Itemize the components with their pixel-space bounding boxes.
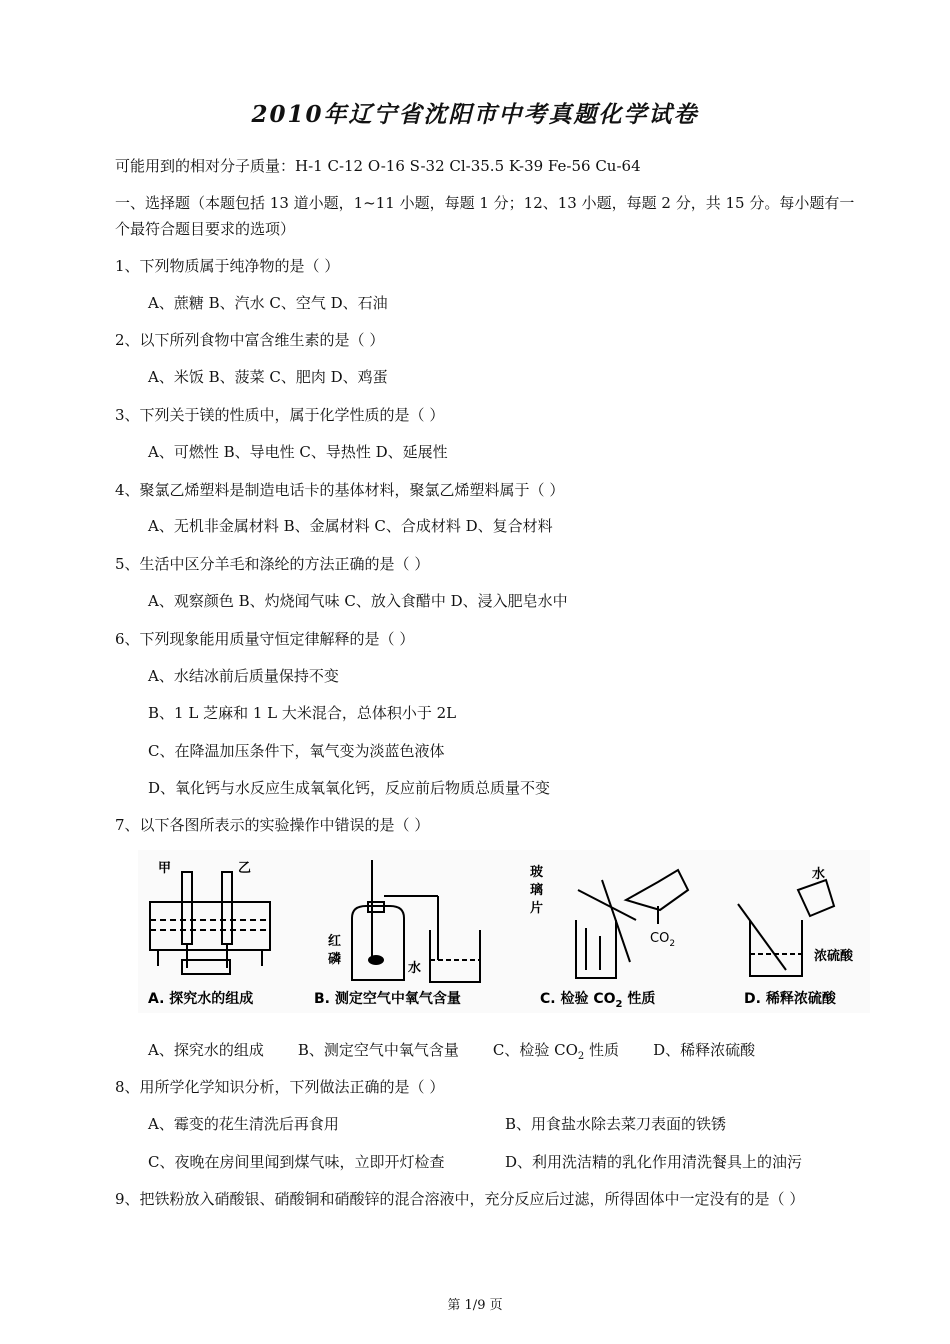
q5-options: A、观察颜色 B、灼烧闻气味 C、放入食醋中 D、浸入肥皂水中 <box>148 592 568 610</box>
page-number: 第 1/9 页 <box>447 1298 503 1313</box>
label-pian: 片 <box>530 901 544 916</box>
q8-option-a: A、霉变的花生清洗后再食用 <box>148 1115 339 1133</box>
q4-stem: 4、聚氯乙烯塑料是制造电话卡的基体材料，聚氯乙烯塑料属于（ ） <box>115 481 565 499</box>
fig-caption-b: B. 测定空气中氧气含量 <box>314 991 461 1007</box>
label-lin: 磷 <box>328 952 342 967</box>
q7-option-c: C、检验 $CO_2$ 性质 <box>492 1041 620 1062</box>
q8-option-b: B、用食盐水除去菜刀表面的铁锈 <box>505 1115 727 1133</box>
atomic-masses: 可能用到的相对分子质量：H-1 C-12 O-16 S-32 Cl-35.5 K-39 Fe-56 Cu-64 <box>115 157 641 175</box>
q1-stem: 1、下列物质属于纯净物的是（ ） <box>115 257 340 275</box>
q1-options: A、蔗糖 B、汽水 C、空气 D、石油 <box>148 294 388 312</box>
page-title: 2010年辽宁省沈阳市中考真题化学试卷 <box>251 101 699 128</box>
label-co2: $CO_2$ <box>650 931 676 949</box>
label-acid: 浓硫酸 <box>814 949 854 964</box>
q3-stem: 3、下列关于镁的性质中，属于化学性质的是（ ） <box>115 406 445 424</box>
q6-option-c: C、在降温加压条件下，氧气变为淡蓝色液体 <box>148 742 445 760</box>
label-yi: 乙 <box>238 861 252 876</box>
label-li: 璃 <box>530 883 544 898</box>
q6-option-b: B、1 L 芝麻和 1 L 大米混合，总体积小于 2L <box>148 704 457 722</box>
label-bo: 玻 <box>530 865 544 880</box>
q9-stem: 9、把铁粉放入硝酸银、硝酸铜和硝酸锌的混合溶液中，充分反应后过滤，所得固体中一定没有的是（ ） <box>115 1190 805 1208</box>
q2-options: A、米饭 B、菠菜 C、肥肉 D、鸡蛋 <box>148 368 388 386</box>
fig-caption-d: D. 稀释浓硫酸 <box>744 991 836 1007</box>
label-jia: 甲 <box>158 861 172 876</box>
q7-option-a: A、探究水的组成 <box>148 1041 264 1059</box>
q7-options <box>148 1040 755 1067</box>
q7-figure <box>138 850 870 1013</box>
panel-a-electrolysis <box>150 872 270 974</box>
q8-option-c: C、夜晚在房间里闻到煤气味，立即开灯检查 <box>148 1153 445 1171</box>
q5-stem: 5、生活中区分羊毛和涤纶的方法正确的是（ ） <box>115 555 430 573</box>
q6-option-a: A、水结冰前后质量保持不变 <box>148 667 339 685</box>
q7-stem: 7、以下各图所表示的实验操作中错误的是（ ） <box>115 816 430 834</box>
fig-caption-a: A. 探究水的组成 <box>148 991 254 1007</box>
q3-options: A、可燃性 B、导电性 C、导热性 D、延展性 <box>148 443 448 461</box>
q2-stem: 2、以下所列食物中富含维生素的是（ ） <box>115 331 385 349</box>
q6-option-d: D、氧化钙与水反应生成氧氧化钙，反应前后物质总质量不变 <box>148 779 551 797</box>
q8-stem: 8、用所学化学知识分析，下列做法正确的是（ ） <box>115 1078 445 1096</box>
label-water: 水 <box>812 867 826 882</box>
q7-option-d: D、稀释浓硫酸 <box>653 1041 756 1059</box>
fig-caption-c: C. 检验 $CO_2$ 性质 <box>540 991 656 1010</box>
q8-option-d: D、利用洗洁精的乳化作用清洗餐具上的油污 <box>505 1153 803 1171</box>
section-heading: 一、选择题（本题包括 13 道小题，1~11 小题，每题 1 分；12、13 小题，每题 2 分，共 15 分。每小题有一个最符合题目要求的选项） <box>115 194 855 238</box>
q6-stem: 6、下列现象能用质量守恒定律解释的是（ ） <box>115 630 415 648</box>
label-shui: 水 <box>408 961 422 976</box>
q4-options: A、无机非金属材料 B、金属材料 C、合成材料 D、复合材料 <box>148 517 553 535</box>
label-hong: 红 <box>328 934 342 949</box>
panel-c-co2 <box>576 870 688 978</box>
q7-option-b: B、测定空气中氧气含量 <box>297 1041 459 1059</box>
